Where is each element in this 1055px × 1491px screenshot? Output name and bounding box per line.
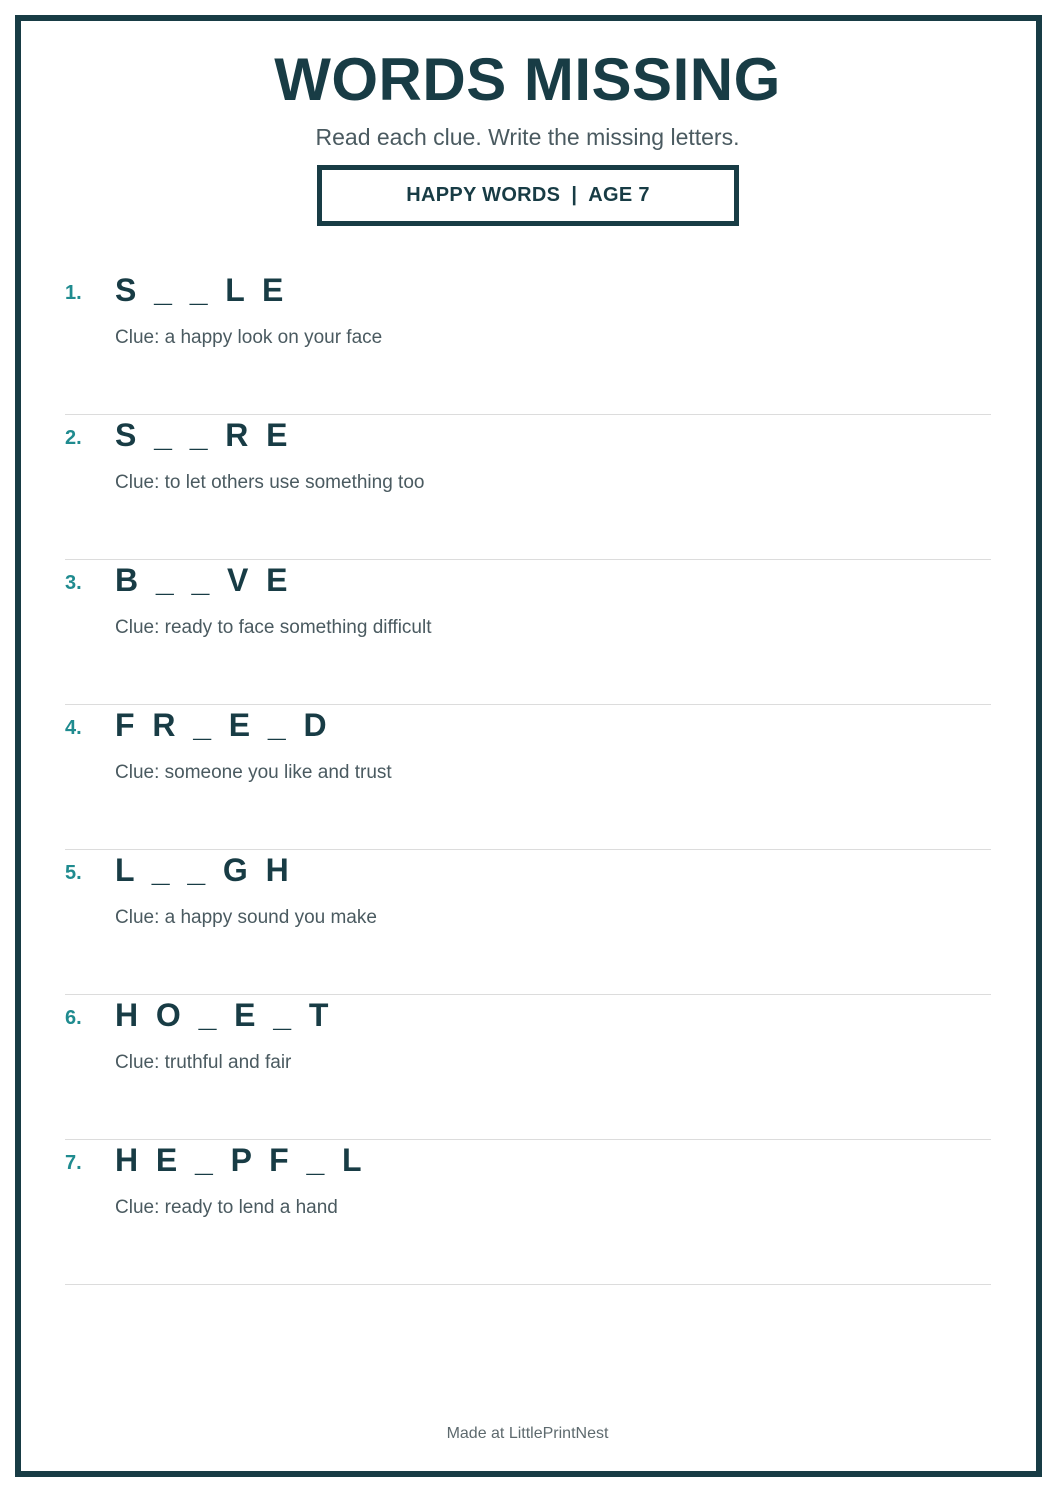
badge-topic: HAPPY WORDS xyxy=(406,184,561,206)
puzzle-item-5 xyxy=(65,850,991,995)
badge-age: AGE 7 xyxy=(588,184,650,206)
item-number: 6. xyxy=(65,1007,82,1029)
puzzle-item-6 xyxy=(65,995,991,1140)
puzzle-item-1 xyxy=(65,270,991,415)
item-clue: Clue: a happy look on your face xyxy=(115,327,383,348)
item-clue: Clue: a happy sound you make xyxy=(115,907,377,928)
item-number: 3. xyxy=(65,572,82,594)
item-number: 4. xyxy=(65,717,82,739)
item-clue: Clue: ready to lend a hand xyxy=(115,1197,338,1218)
topic-badge xyxy=(317,165,739,226)
missing-word-puzzle[interactable]: S _ _ L E xyxy=(115,272,284,308)
item-clue: Clue: truthful and fair xyxy=(115,1052,292,1073)
missing-word-puzzle[interactable]: H O _ E _ T xyxy=(115,997,329,1033)
missing-word-puzzle[interactable]: H E _ P F _ L xyxy=(115,1142,362,1178)
item-number: 1. xyxy=(65,282,82,304)
footer-credit: Made at LittlePrintNest xyxy=(446,1425,609,1442)
page-title: WORDS MISSING xyxy=(274,46,781,113)
missing-word-puzzle[interactable]: S _ _ R E xyxy=(115,417,288,453)
missing-word-puzzle[interactable]: B _ _ V E xyxy=(115,562,288,598)
item-clue: Clue: someone you like and trust xyxy=(115,762,392,783)
puzzle-item-2 xyxy=(65,415,991,560)
item-clue: Clue: to let others use something too xyxy=(115,472,425,493)
item-number: 5. xyxy=(65,862,82,884)
puzzle-item-7 xyxy=(65,1140,991,1285)
badge-separator: | xyxy=(571,184,578,206)
puzzle-item-3 xyxy=(65,560,991,705)
item-number: 7. xyxy=(65,1152,82,1174)
puzzle-item-4 xyxy=(65,705,991,850)
page-subtitle: Read each clue. Write the missing letters. xyxy=(315,124,740,150)
missing-word-puzzle[interactable]: L _ _ G H xyxy=(115,852,289,888)
item-clue: Clue: ready to face something difficult xyxy=(115,617,432,638)
item-number: 2. xyxy=(65,427,82,449)
missing-word-puzzle[interactable]: F R _ E _ D xyxy=(115,707,327,743)
